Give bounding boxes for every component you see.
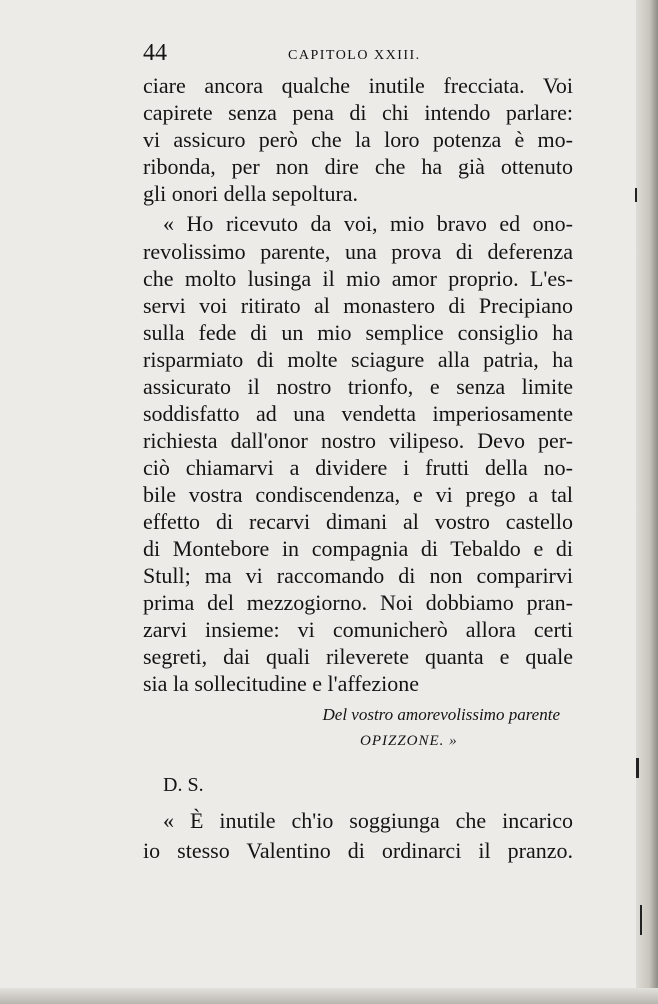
- text-line: di Montebore in compagnia di Tebaldo e di: [143, 536, 573, 561]
- text-line: che molto lusinga il mio amor proprio. L'es-: [143, 266, 573, 291]
- running-head: CAPITOLO XXIII.: [288, 48, 421, 63]
- signature-closing: Del vostro amorevolissimo parente: [322, 705, 560, 724]
- text-line: prima del mezzogiorno. Noi dobbiamo pran-: [143, 590, 573, 615]
- text-line: « Ho ricevuto da voi, mio bravo ed ono-: [163, 211, 573, 236]
- page-number: 44: [143, 40, 167, 66]
- postscript-heading: D. S.: [163, 774, 204, 796]
- text-line: segreti, dai quali rileverete quanta e quale: [143, 644, 573, 669]
- text-line: effetto di recarvi dimani al vostro castello: [143, 509, 573, 534]
- text-line: capirete senza pena di chi intendo parlare:: [143, 100, 573, 125]
- text-line: richiesta dall'onor nostro vilipeso. Devo per-: [143, 428, 573, 453]
- text-line: vi assicuro però che la loro potenza è mo-: [143, 127, 573, 152]
- text-line: revolissimo parente, una prova di deferenza: [143, 239, 573, 264]
- text-line: assicurato il nostro trionfo, e senza limite: [143, 374, 573, 399]
- text-line: « È inutile ch'io soggiunga che incarico: [163, 808, 573, 833]
- text-line: io stesso Valentino di ordinarci il pranzo.: [143, 838, 573, 863]
- text-line: soddisfatto ad una vendetta imperiosamente: [143, 401, 573, 426]
- page-bottom-edge: [0, 988, 658, 1004]
- text-line: Stull; ma vi raccomando di non comparirvi: [143, 563, 573, 588]
- page-edge-shadow: [636, 0, 658, 1004]
- text-line: servi voi ritirato al monastero di Precipiano: [143, 293, 573, 318]
- text-line: zarvi insieme: vi comunicherò allora certi: [143, 617, 573, 642]
- signature-name: OPIZZONE. »: [360, 733, 458, 749]
- page-header: [143, 40, 573, 70]
- print-speck: [635, 188, 637, 202]
- text-line: ciò chiamarvi a dividere i frutti della no-: [143, 455, 573, 480]
- text-line: sia la sollecitudine e l'affezione: [143, 671, 419, 696]
- print-speck: [640, 905, 642, 935]
- text-line: gli onori della sepoltura.: [143, 181, 359, 206]
- text-line: ciare ancora qualche inutile frecciata. Voi: [143, 73, 573, 98]
- text-line: bile vostra condiscendenza, e vi prego a tal: [143, 482, 573, 507]
- print-speck: [636, 758, 639, 778]
- text-line: risparmiato di molte sciagure alla patria, ha: [143, 347, 573, 372]
- text-line: sulla fede di un mio semplice consiglio ha: [143, 320, 573, 345]
- text-line: ribonda, per non dire che ha già ottenuto: [143, 154, 573, 179]
